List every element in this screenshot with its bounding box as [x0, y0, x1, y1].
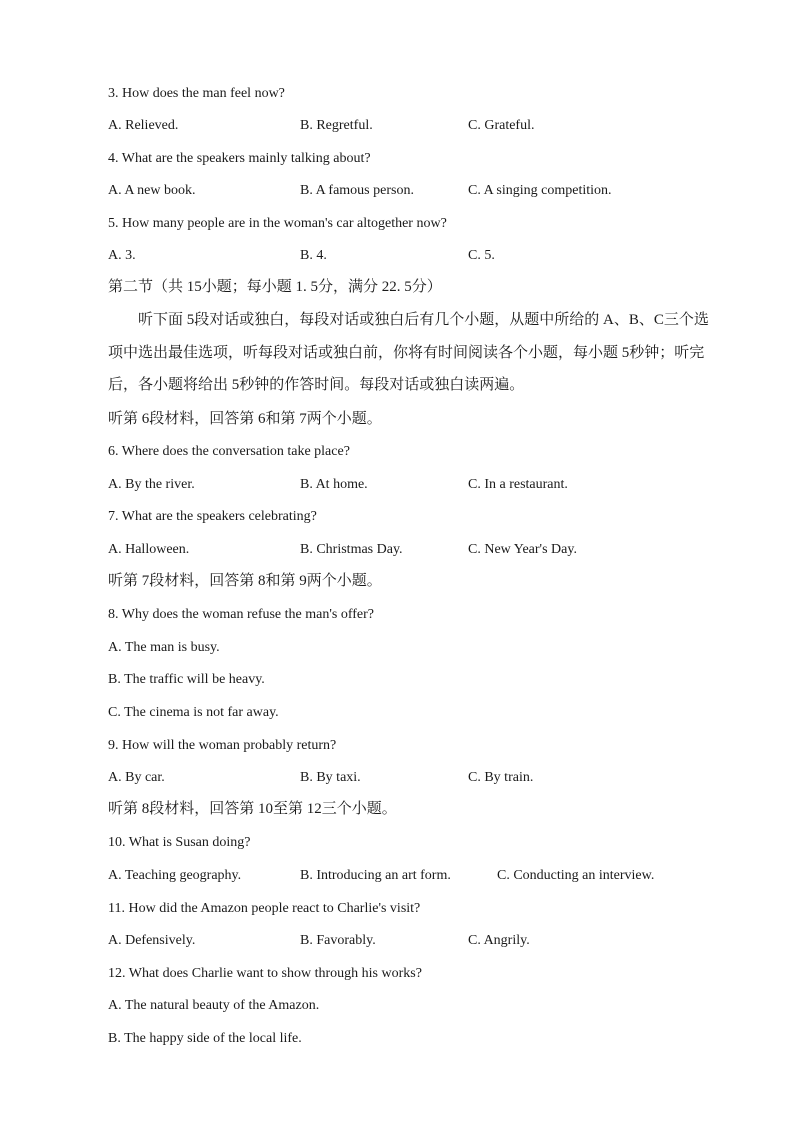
- option-5b: B. 4.: [300, 248, 327, 263]
- option-6c: C. In a restaurant.: [468, 477, 568, 492]
- option-5c: C. 5.: [468, 248, 495, 263]
- option-3a: A. Relieved.: [108, 118, 179, 133]
- option-12a: A. The natural beauty of the Amazon.: [108, 998, 320, 1013]
- question-7: 7. What are the speakers celebrating?: [108, 509, 317, 524]
- question-10: 10. What is Susan doing?: [108, 835, 251, 850]
- option-7a: A. Halloween.: [108, 542, 190, 557]
- option-7b: B. Christmas Day.: [300, 542, 403, 557]
- option-9c: C. By train.: [468, 770, 534, 785]
- option-8c: C. The cinema is not far away.: [108, 705, 279, 720]
- option-8b: B. The traffic will be heavy.: [108, 672, 265, 687]
- question-8: 8. Why does the woman refuse the man's offer?: [108, 607, 374, 622]
- material-6-prompt: 听第 6段材料，回答第 6和第 7两个小题。: [108, 411, 382, 427]
- option-4a: A. A new book.: [108, 183, 196, 198]
- question-9: 9. How will the woman probably return?: [108, 738, 337, 753]
- section-2-title: 第二节（共 15小题；每小题 1. 5分，满分 22. 5分）: [108, 279, 442, 295]
- option-11a: A. Defensively.: [108, 933, 196, 948]
- option-9a: A. By car.: [108, 770, 165, 785]
- option-11c: C. Angrily.: [468, 933, 530, 948]
- option-10a: A. Teaching geography.: [108, 868, 242, 883]
- material-7-prompt: 听第 7段材料，回答第 8和第 9两个小题。: [108, 573, 382, 589]
- question-6: 6. Where does the conversation take place?: [108, 444, 350, 459]
- material-8-prompt: 听第 8段材料，回答第 10至第 12三个小题。: [108, 801, 397, 817]
- option-3b: B. Regretful.: [300, 118, 373, 133]
- question-3: 3. How does the man feel now?: [108, 86, 285, 101]
- question-11: 11. How did the Amazon people react to Charlie's visit?: [108, 901, 421, 916]
- option-9b: B. By taxi.: [300, 770, 361, 785]
- option-8a: A. The man is busy.: [108, 640, 220, 655]
- option-6a: A. By the river.: [108, 477, 195, 492]
- option-4b: B. A famous person.: [300, 183, 414, 198]
- question-4: 4. What are the speakers mainly talking about?: [108, 151, 371, 166]
- question-12: 12. What does Charlie want to show through his works?: [108, 966, 422, 981]
- option-3c: C. Grateful.: [468, 118, 535, 133]
- option-4c: C. A singing competition.: [468, 183, 612, 198]
- option-5a: A. 3.: [108, 248, 136, 263]
- option-11b: B. Favorably.: [300, 933, 376, 948]
- option-6b: B. At home.: [300, 477, 368, 492]
- section-2-instruction: 听下面 5段对话或独白，每段对话或独白后有几个小题，从题中所给的 A、B、C三个选项中选出最佳选项，听每段对话或独白前，你将有时间阅读各个小题，每小题 5秒钟；听完后，各小题将给出 5秒钟的作答时间。每段对话或独白读两遍。: [108, 312, 709, 394]
- question-5: 5. How many people are in the woman's car altogether now?: [108, 216, 447, 231]
- option-7c: C. New Year's Day.: [468, 542, 577, 557]
- option-10c: C. Conducting an interview.: [497, 868, 655, 883]
- option-12b: B. The happy side of the local life.: [108, 1031, 302, 1046]
- option-10b: B. Introducing an art form.: [300, 868, 451, 883]
